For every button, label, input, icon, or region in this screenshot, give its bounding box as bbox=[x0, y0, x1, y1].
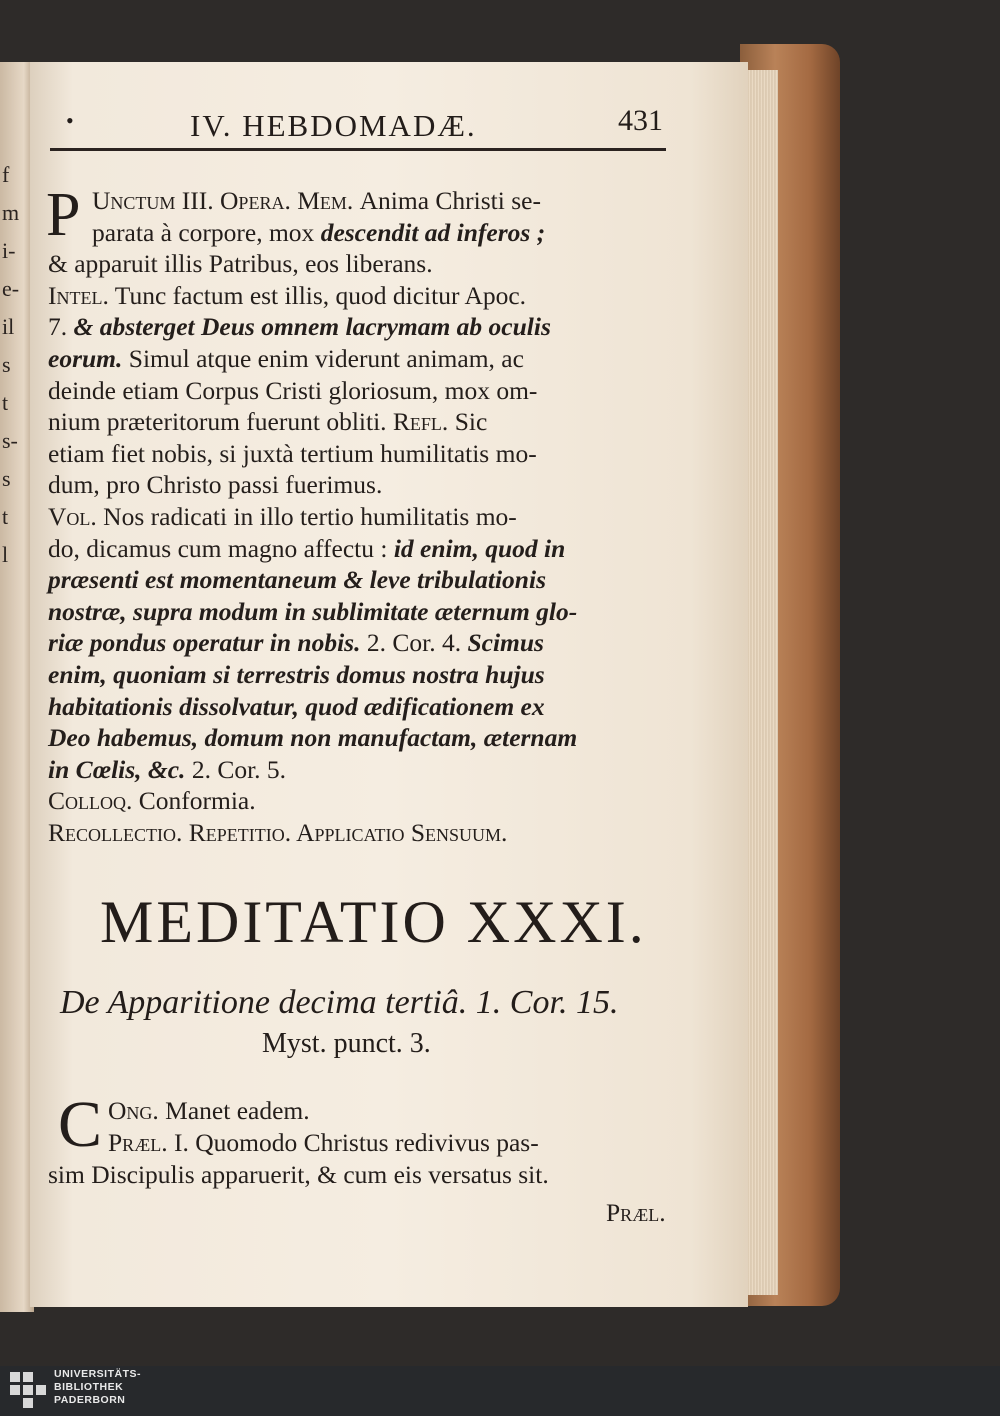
text-span: in Cœlis, &c. bbox=[48, 754, 186, 784]
drop-cap-p: P bbox=[46, 181, 81, 249]
library-name bbox=[54, 1368, 141, 1407]
meditation-title: MEDITATIO XXXI. bbox=[100, 889, 647, 955]
library-name-line: BIBLIOTHEK bbox=[54, 1381, 124, 1393]
text-span: Unctum III. Opera. Mem. bbox=[92, 186, 360, 215]
facing-page-fragment: il bbox=[2, 314, 15, 339]
text-span: sim Discipulis apparuerit, & cum eis versatus sit. bbox=[48, 1160, 549, 1189]
facing-page-fragment: s bbox=[2, 466, 11, 491]
library-logo-icon bbox=[10, 1372, 46, 1408]
page-number: 431 bbox=[618, 104, 663, 137]
text-span: Intel. bbox=[48, 280, 109, 310]
text-line bbox=[92, 218, 545, 248]
text-span: Refl. bbox=[392, 407, 449, 437]
drop-cap-c: C bbox=[58, 1088, 103, 1161]
text-line bbox=[48, 786, 256, 816]
text-span: Sic bbox=[448, 407, 488, 437]
text-span: Deo habemus, domum non manufactam, æternam bbox=[48, 723, 578, 753]
text-span: dum, pro Christo passi fuerimus. bbox=[48, 470, 383, 500]
library-name-line: UNIVERSITÄTS- bbox=[54, 1368, 142, 1380]
text-span: præsenti est momentaneum & leve tribulationis bbox=[48, 565, 546, 595]
text-span: 7. bbox=[48, 312, 74, 342]
text-span: Nos radicati in illo tertio humilitatis mo- bbox=[96, 502, 517, 531]
text-span: do, dicamus cum magno affectu : bbox=[48, 533, 394, 563]
facing-page-fragment: t bbox=[2, 504, 9, 529]
text-span: Colloq. bbox=[48, 786, 133, 816]
text-span: & apparuit illis Patribus, eos liberans. bbox=[48, 249, 433, 279]
facing-page-fragment: t bbox=[2, 390, 9, 415]
text-span: Simul atque enim viderunt animam, ac bbox=[122, 344, 524, 373]
text-span: etiam fiet nobis, si juxtà tertium humilitatis mo- bbox=[48, 438, 537, 468]
text-span: nostræ, supra modum in sublimitate æternum glo- bbox=[48, 596, 578, 626]
text-line bbox=[48, 376, 537, 406]
text-line bbox=[48, 407, 487, 437]
text-span: Conformia. bbox=[132, 786, 256, 816]
text-line bbox=[48, 344, 524, 374]
text-line bbox=[48, 439, 537, 469]
facing-page-fragment: e- bbox=[2, 276, 20, 301]
text-span: Vol. bbox=[48, 502, 97, 531]
text-line bbox=[48, 470, 382, 500]
facing-page-fragment: s- bbox=[2, 428, 18, 453]
text-span: eorum. bbox=[48, 344, 123, 373]
text-span: enim, quoniam si terrestris domus nostra hujus bbox=[48, 660, 545, 689]
facing-page-fragment: f bbox=[2, 162, 10, 187]
text-line bbox=[48, 597, 577, 627]
text-span: parata à corpore, mox bbox=[92, 217, 321, 247]
text-span: habitationis dissolvatur, quod ædificationem ex bbox=[48, 691, 545, 721]
header-ornament: • bbox=[66, 108, 74, 133]
text-line bbox=[48, 502, 517, 532]
text-line bbox=[48, 818, 507, 848]
text-line bbox=[48, 281, 526, 311]
text-line bbox=[48, 723, 577, 753]
text-span: riæ pondus operatur in nobis. bbox=[48, 628, 361, 658]
text-span: Manet eadem. bbox=[158, 1096, 310, 1125]
text-span: nium præteritorum fuerunt obliti. bbox=[48, 407, 393, 437]
text-span: id enim, quod in bbox=[393, 533, 566, 563]
meditation-subtitle: De Apparitione decima tertiâ. 1. Cor. 15. bbox=[60, 984, 619, 1021]
header-rule bbox=[50, 148, 666, 151]
footer-bar bbox=[0, 1366, 1000, 1416]
text-line bbox=[48, 312, 551, 342]
text-line bbox=[48, 249, 433, 279]
catchword: Præl. bbox=[606, 1198, 666, 1227]
text-line bbox=[48, 1160, 549, 1190]
facing-page-fragment: m bbox=[2, 200, 20, 225]
text-span: Præl. bbox=[108, 1128, 168, 1157]
library-name-line: PADERBORN bbox=[54, 1394, 126, 1406]
text-line bbox=[48, 755, 286, 785]
text-span: Scimus bbox=[467, 628, 544, 658]
text-span: I. Quomodo Christus redivivus pas- bbox=[167, 1128, 539, 1157]
meditation-reference: Myst. punct. 3. bbox=[262, 1028, 431, 1059]
facing-page-fragment: s bbox=[2, 352, 11, 377]
facing-page-fragment: l bbox=[2, 542, 9, 567]
text-line bbox=[48, 660, 545, 690]
text-span: Anima Christi se- bbox=[359, 186, 541, 215]
text-line bbox=[48, 565, 546, 595]
text-line bbox=[48, 692, 545, 722]
text-span: descendit ad inferos ; bbox=[320, 217, 546, 247]
text-span: deinde etiam Corpus Cristi gloriosum, mox om- bbox=[48, 375, 538, 405]
text-span: Ong. bbox=[108, 1096, 159, 1125]
text-span: 2. Cor. 4. bbox=[360, 628, 468, 658]
facing-page-edge bbox=[0, 62, 34, 1312]
running-header: IV. HEBDOMADÆ. bbox=[190, 108, 477, 143]
text-line bbox=[48, 534, 565, 564]
text-line bbox=[92, 186, 541, 216]
text-span: & absterget Deus omnem lacrymam ab oculis bbox=[73, 312, 551, 342]
facing-page-fragment: i- bbox=[2, 238, 16, 263]
text-line bbox=[108, 1128, 539, 1158]
text-span: Tunc factum est illis, quod dicitur Apoc. bbox=[108, 280, 527, 310]
text-span: Recollectio. Repetitio. Applicatio Sensuum. bbox=[48, 818, 508, 847]
text-line bbox=[48, 628, 544, 658]
text-span: 2. Cor. 5. bbox=[185, 754, 287, 784]
text-line bbox=[108, 1096, 310, 1126]
